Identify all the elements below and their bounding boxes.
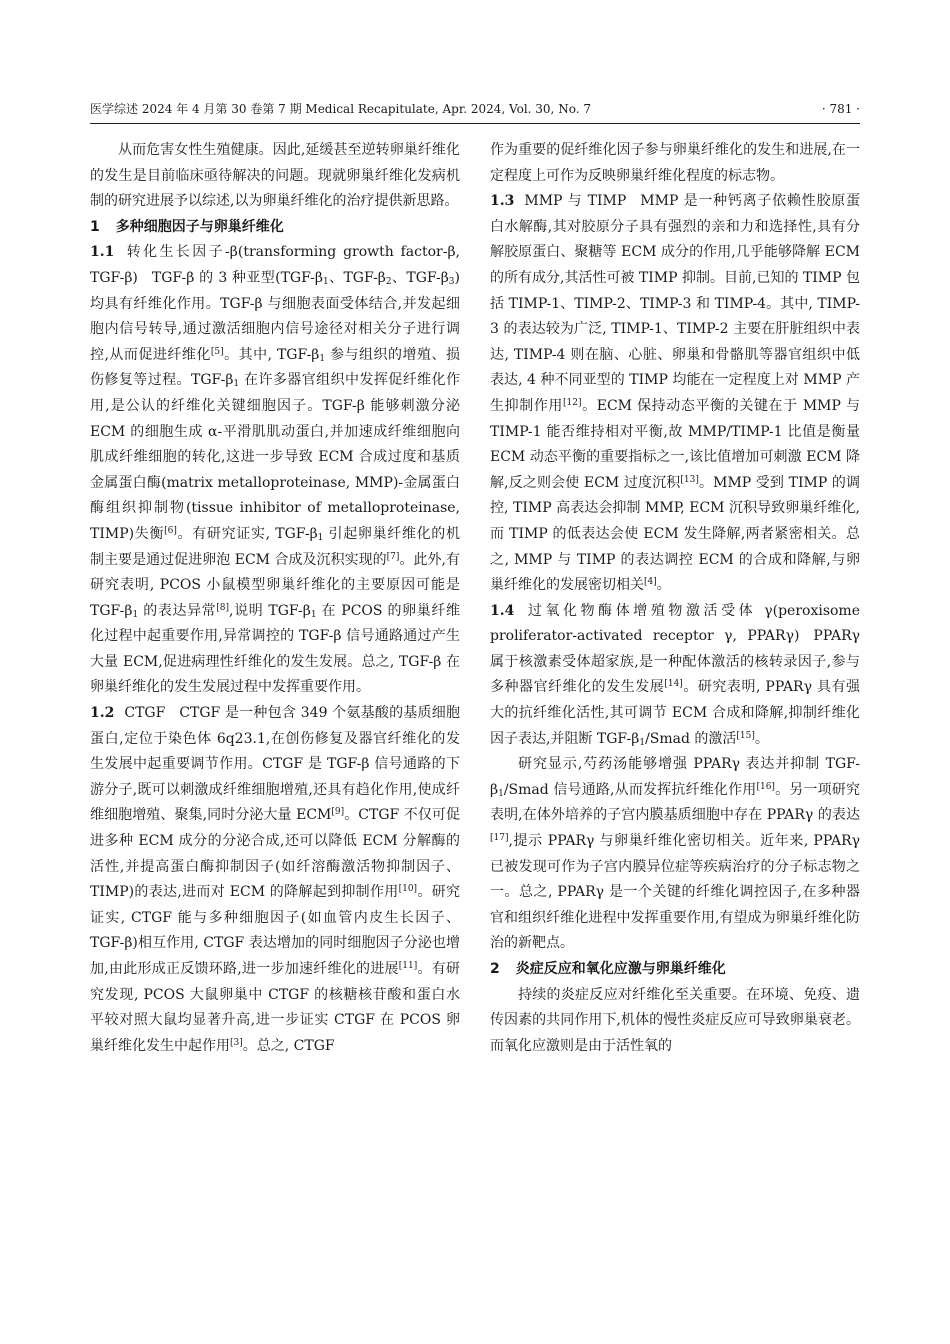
subsection-number: 1.2 bbox=[90, 705, 115, 722]
text-run: 在 PCOS 的卵巢纤维化过程中起重要作用,异常调控的 TGF-β 信号通路通过产生大量 ECM,促进病理性纤维化的发生发展。总之, TGF-β 在卵巢纤维化的发生发展过程中发挥重要作用。 bbox=[90, 602, 460, 696]
subscript-index: 1 bbox=[498, 788, 504, 799]
left-column bbox=[90, 138, 460, 1318]
subsection-1-1 bbox=[90, 240, 460, 701]
subsection-number: 1.3 bbox=[490, 193, 515, 210]
citation-ref: [6] bbox=[164, 525, 177, 536]
citation-ref: [4] bbox=[644, 577, 657, 588]
subsection-title: CTGF bbox=[124, 705, 166, 722]
subscript-index: 1 bbox=[132, 609, 139, 620]
text-run: 、TGF-β bbox=[391, 269, 449, 286]
text-run: 参与组织的增殖、损伤修复等过程。TGF-β bbox=[90, 346, 460, 389]
header-divider bbox=[90, 123, 860, 124]
citation-ref: [3] bbox=[230, 1037, 243, 1048]
section-title: 多种细胞因子与卵巢纤维化 bbox=[115, 218, 284, 235]
text-run: 研究显示,芍药汤能够增强 PPARγ 表达并抑制 TGF-β bbox=[490, 756, 860, 798]
subsection-title: MMP 与 TIMP bbox=[524, 193, 627, 210]
intro-paragraph-end: 从而危害女性生殖健康。因此,延缓甚至逆转卵巢纤维化的发生是目前临床亟待解决的问题。现就卵巢纤维化发病机制的研究进展予以综述,以为卵巢纤维化的治疗提供新思路。 bbox=[90, 142, 460, 210]
journal-citation: 医学综述 2024 年 4 月第 30 卷第 7 期 Medical Recapitulate, Apr. 2024, Vol. 30, No. 7 bbox=[90, 102, 591, 116]
text-run: MMP 是一种钙离子依赖性胶原蛋白水解酶,其对胶原分子具有强烈的亲和力和选择性,具有分解胶原蛋白、聚糖等 ECM 成分的作用,几乎能够降解 ECM 的所有成分,其活性可被 TIMP 抑制。目前,已知的 TIMP 包括 TIMP-1、TIMP-2、TIMP-3 和 TIMP-4。其中, TIMP-3 的表达较为广泛, TIMP-1、TIMP-2 主要在肝脏组织中表达, TIMP-4 则在脑、心脏、卵巢和骨骼肌等器官组织中低表达, 4 种不同亚型的 TIMP 均能在一定程度上对 MMP 产生抑制作用 bbox=[490, 193, 860, 414]
text-run: )均具有纤维化作用。TGF-β 与细胞表面受体结合,并发起细胞内信号转导,通过激活细胞内信号途径对相关分子进行调控,从而促进纤维化 bbox=[90, 269, 460, 363]
text-run: 引起卵巢纤维化的机制主要是通过促进卵泡 ECM 合成及沉积实现的 bbox=[90, 525, 460, 568]
section-heading-1 bbox=[90, 215, 460, 241]
citation-ref: [14] bbox=[664, 679, 683, 690]
subsection-number: 1.4 bbox=[490, 602, 515, 619]
text-run: 。有研究发现, PCOS 大鼠卵巢中 CTGF 的核糖核苷酸和蛋白水平较对照大鼠均显著升高,进一步证实 CTGF 在 PCOS 卵巢纤维化发生中起作用 bbox=[90, 961, 460, 1054]
text-run: PPARγ 属于核激素受体超家族,是一种配体激活的核转录因子,参与多种器官纤维化的发生发展 bbox=[490, 628, 860, 696]
text-run: 。此外,有研究表明, PCOS 小鼠模型卵巢纤维化的主要原因可能是 TGF-β bbox=[90, 551, 460, 619]
text-run: ,提示 PPARγ 与卵巢纤维化密切相关。近年来, PPARγ 已被发现可作为子宫内膜异位症等疾病治疗的分子标志物之一。总之, PPARγ 是一个关键的纤维化调控因子,在多种器官和组织纤维化进程中发挥重要作用,有望成为卵巢纤维化防治的新靶点。 bbox=[490, 833, 860, 952]
subsection-1-2 bbox=[90, 701, 460, 1059]
section-title: 炎症反应和氧化应激与卵巢纤维化 bbox=[515, 961, 726, 977]
subscript-index: 1 bbox=[317, 532, 324, 543]
text-run: /Smad 信号通路,从而发挥抗纤维化作用 bbox=[503, 781, 757, 798]
text-run: 、TGF-β bbox=[328, 269, 386, 286]
citation-ref: [9] bbox=[331, 807, 345, 818]
subscript-index: 1 bbox=[233, 379, 240, 390]
subscript-index: 1 bbox=[319, 353, 326, 364]
citation-ref: [7] bbox=[386, 551, 400, 562]
text-run: 。其中, TGF-β bbox=[223, 346, 320, 363]
citation-ref: [11] bbox=[398, 961, 418, 971]
text-run: TGF-β 的 3 种亚型(TGF-β bbox=[151, 269, 324, 286]
text-run: 。CTGF 不仅可促进多种 ECM 成分的分泌合成,还可以降低 ECM 分解酶的活性,并提高蛋白酶抑制因子(如纤溶酶激活物抑制因子、TIMP)的表达,进而对 ECM 的降解起到抑制作用 bbox=[90, 807, 460, 901]
text-run: 。有研究证实, TGF-β bbox=[176, 525, 318, 542]
citation-ref: [12] bbox=[563, 397, 582, 408]
subscript-index: 1 bbox=[639, 737, 646, 748]
text-run: CTGF 是一种包含 349 个氨基酸的基质细胞蛋白,定位于染色体 6q23.1,在创伤修复及器官纤维化的发生发展中起重要调节作用。CTGF 是 TGF-β 信号通路的下游分子,既可以刺激成纤维细胞增殖,还具有趋化作用,使成纤维细胞增殖、聚集,同时分泌大量 ECM bbox=[90, 705, 460, 824]
section-number: 2 bbox=[490, 961, 500, 977]
citation-ref: [16] bbox=[756, 781, 775, 792]
citation-ref: [8] bbox=[216, 602, 230, 613]
subsection-title: 转化生长因子-β(transforming growth factor-β, TGF-β) bbox=[90, 244, 460, 286]
subsection-body bbox=[490, 628, 860, 746]
subsection-body bbox=[90, 270, 460, 696]
text-run: 。ECM 保持动态平衡的关键在于 MMP 与 TIMP-1 能否维持相对平衡,故 MMP/TIMP-1 比值是衡量 ECM 动态平衡的重要指标之一,该比值增加可刺激 ECM 降解,反之则会使 ECM 过度沉积 bbox=[490, 397, 860, 491]
subsection-number: 1.1 bbox=[90, 244, 115, 261]
subsection-1-4 bbox=[490, 599, 860, 753]
citation-ref: [15] bbox=[736, 730, 755, 741]
subscript-index: 1 bbox=[323, 276, 329, 287]
text-run: 。研究表明, PPARγ 具有强大的抗纤维化活性,其可调节 ECM 合成和降解,抑制纤维化因子表达,并阻断 TGF-β bbox=[490, 679, 860, 747]
subsection-body bbox=[490, 193, 860, 593]
citation-ref: [13] bbox=[680, 474, 699, 485]
text-run: /Smad 的激活 bbox=[645, 730, 737, 747]
section-heading-2 bbox=[490, 957, 860, 983]
right-column bbox=[490, 138, 860, 1318]
pparg-paragraph bbox=[490, 752, 860, 957]
subsection-title: 过氧化物酶体增殖物激活受体 γ(peroxisome proliferator-activated receptor γ, PPARγ) bbox=[490, 602, 860, 645]
citation-ref: [17] bbox=[490, 833, 509, 844]
inflammation-paragraph: 持续的炎症反应对纤维化至关重要。在环境、免疫、遗传因素的共同作用下,机体的慢性炎症反应可导致卵巢衰老。而氧化应激则是由于活性氧的 bbox=[490, 986, 860, 1054]
page-number: · 781 · bbox=[821, 102, 860, 116]
subscript-index: 3 bbox=[448, 276, 455, 287]
text-run: 。研究证实, CTGF 能与多种细胞因子(如血管内皮生长因子、TGF-β)相互作用, CTGF 表达增加的同时细胞因子分泌也增加,由此形成正反馈环路,进一步加速纤维化的进展 bbox=[90, 884, 460, 977]
text-run: 。总之, CTGF bbox=[242, 1037, 335, 1054]
text-run: ,说明 TGF-β bbox=[229, 602, 311, 619]
text-run: 。 bbox=[754, 730, 769, 747]
text-run: 。另一项研究表明,在体外培养的子宫内膜基质细胞中存在 PPARγ 的表达 bbox=[490, 781, 860, 824]
subsection-body bbox=[90, 705, 460, 1054]
subsection-1-3 bbox=[490, 189, 860, 599]
paragraph-continuation: 作为重要的促纤维化因子参与卵巢纤维化的发生和进展,在一定程度上可作为反映卵巢纤维化程度的标志物。 bbox=[490, 142, 860, 184]
text-run: 。MMP 受到 TIMP 的调控, TIMP 高表达会抑制 MMP, ECM 沉积导致卵巢纤维化,而 TIMP 的低表达会使 ECM 发生降解,两者紧密相关。总之, MMP 与 TIMP 的表达调控 ECM 的合成和降解,与卵巢纤维化的发展密切相关 bbox=[490, 474, 860, 594]
subscript-index: 2 bbox=[385, 276, 392, 287]
section-number: 1 bbox=[90, 218, 100, 235]
text-run: 在许多器官组织中发挥促纤维化作用,是公认的纤维化关键细胞因子。TGF-β 能够刺激分泌 ECM 的细胞生成 α-平滑肌肌动蛋白,并加速成纤维细胞向肌成纤维细胞的转化,这进一步导致 ECM 合成过度和基质金属蛋白酶(matrix metalloproteinase, MMP)-金属蛋白酶组织抑制物(tissue inhibitor of metalloproteinase, TIMP)失衡 bbox=[90, 372, 460, 542]
running-header bbox=[90, 100, 860, 118]
citation-ref: [10] bbox=[398, 884, 418, 895]
citation-ref: [5] bbox=[210, 346, 224, 357]
text-run: 。 bbox=[656, 577, 671, 594]
subscript-index: 1 bbox=[310, 609, 317, 620]
text-run: 的表达异常 bbox=[138, 602, 217, 619]
